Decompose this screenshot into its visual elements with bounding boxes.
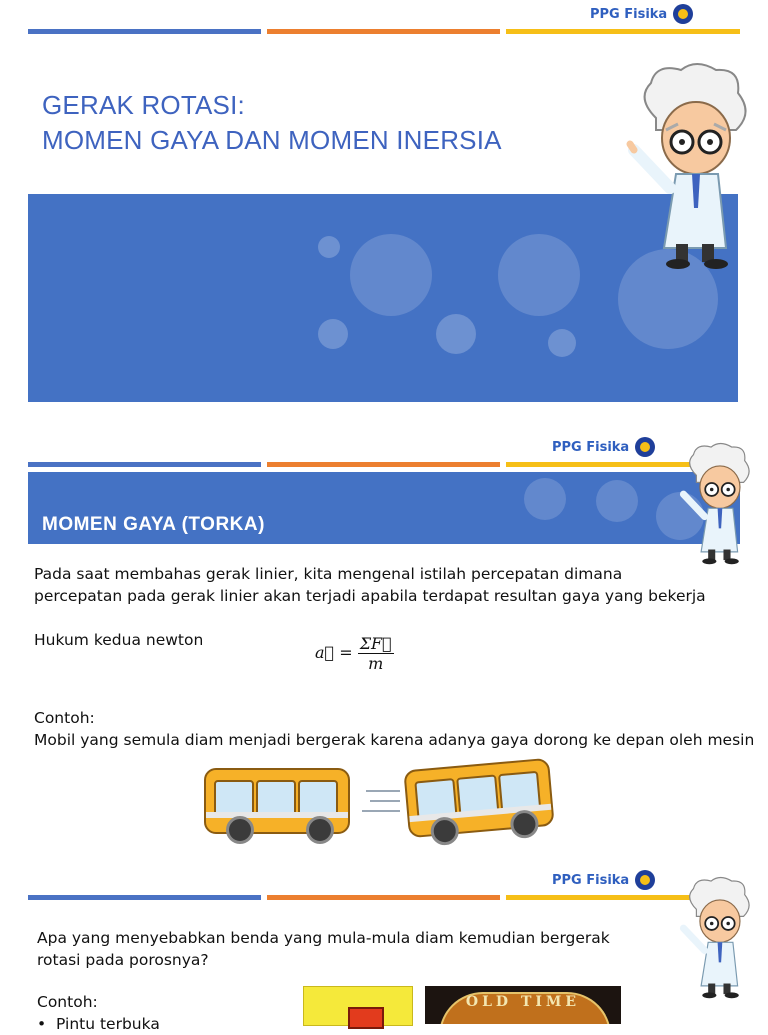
bus-stationary-illustration	[204, 768, 350, 834]
question-line-1: Apa yang menyebabkan benda yang mula-mula diam kemudian bergerak	[37, 929, 610, 947]
header-rule-orange	[267, 29, 500, 34]
sign-text: OLD TIME	[465, 994, 581, 1010]
header-rule-orange	[267, 895, 500, 900]
example-label: Contoh:	[34, 709, 95, 727]
intro-line-1: Pada saat membahas gerak linier, kita mengenal istilah percepatan dimana	[34, 565, 623, 583]
professor-mascot	[674, 440, 760, 566]
brand-header	[552, 437, 655, 457]
decorative-circle	[318, 236, 340, 258]
example-block	[34, 707, 754, 751]
newton-second-law-formula	[315, 634, 394, 673]
title-line-1: GERAK ROTASI:	[42, 90, 245, 120]
header-rule-orange	[267, 462, 500, 467]
header-rule-blue	[28, 895, 261, 900]
formula-numerator: ΣF⃗	[359, 634, 392, 653]
door-photo	[303, 986, 413, 1026]
example-text: Mobil yang semula diam menjadi bergerak karena adanya gaya dorong ke depan oleh mesin	[34, 731, 755, 749]
tut-wuri-handayani-logo	[635, 870, 655, 890]
formula-fraction	[358, 634, 394, 673]
magnet-illustration	[436, 314, 476, 354]
book-atom-illustration	[524, 478, 566, 520]
decorative-circle	[548, 329, 576, 357]
professor-mascot	[674, 874, 760, 1000]
section-title: MOMEN GAYA (TORKA)	[42, 514, 265, 535]
bus-moving-illustration	[403, 758, 554, 838]
old-time-sign-photo	[425, 986, 621, 1024]
example-label: Contoh:	[37, 993, 98, 1011]
bullet-list	[37, 1013, 160, 1035]
newtons-cradle-illustration	[498, 234, 580, 316]
law-label: Hukum kedua newton	[34, 631, 204, 649]
question-line-2: rotasi pada porosnya?	[37, 951, 209, 969]
tut-wuri-handayani-logo	[635, 437, 655, 457]
title-line-2: MOMEN GAYA DAN MOMEN INERSIA	[42, 124, 502, 155]
header-rule-yellow	[506, 29, 740, 34]
header-rule-blue	[28, 29, 261, 34]
brand-label: PPG Fisika	[590, 6, 668, 22]
brand-label: PPG Fisika	[552, 439, 630, 455]
formula-denominator: m	[368, 654, 384, 673]
motion-lines	[366, 790, 400, 792]
molecule-illustration	[318, 319, 348, 349]
tut-wuri-handayani-logo	[673, 4, 693, 24]
intro-paragraph	[34, 563, 706, 607]
brand-header	[552, 870, 655, 890]
intro-line-2: percepatan pada gerak linier akan terjadi apabila terdapat resultan gaya yang bekerja	[34, 587, 706, 605]
brand-header	[590, 4, 693, 24]
formula-lhs: a⃗ =	[315, 643, 353, 662]
slide-title	[42, 88, 502, 157]
bullet-item-door-open: Pintu terbuka	[56, 1015, 160, 1033]
motion-lines	[362, 810, 400, 812]
professor-mascot	[626, 58, 756, 272]
question-paragraph	[37, 927, 610, 971]
bullet-marker: •	[37, 1015, 56, 1033]
book-atom-illustration	[350, 234, 432, 316]
header-rule-blue	[28, 462, 261, 467]
brand-label: PPG Fisika	[552, 872, 630, 888]
motion-lines	[370, 800, 400, 802]
newtons-cradle-illustration	[596, 480, 638, 522]
